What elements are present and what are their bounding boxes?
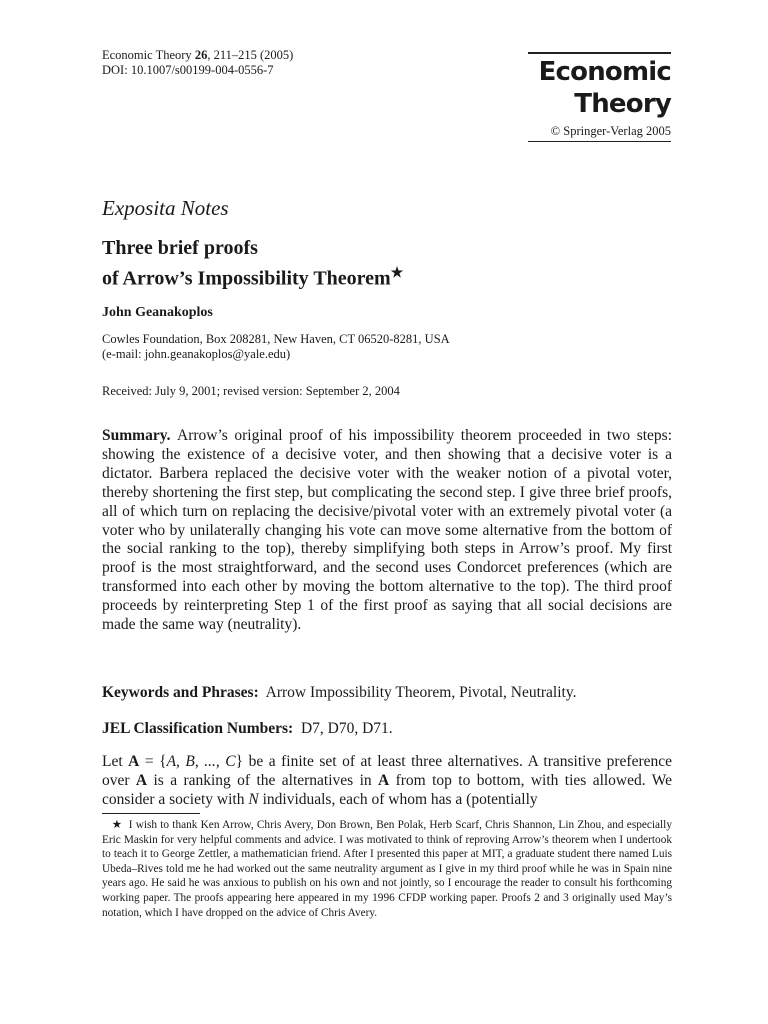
footnote-rule bbox=[102, 813, 200, 814]
keywords bbox=[102, 684, 576, 702]
keywords-label: Keywords and Phrases: bbox=[102, 684, 259, 701]
volume-number: 26 bbox=[194, 48, 208, 62]
title-line2: of Arrow’s Impossibility Theorem★ bbox=[102, 266, 404, 290]
citation-header bbox=[102, 48, 293, 78]
jel-label: JEL Classification Numbers: bbox=[102, 720, 294, 737]
journal-name-line1: Economic bbox=[538, 57, 671, 87]
journal-citation: Economic Theory 26, 211–215 (2005) bbox=[102, 48, 294, 62]
keywords-text: Arrow Impossibility Theorem, Pivotal, Neutrality. bbox=[265, 684, 577, 701]
paper-title bbox=[102, 236, 403, 292]
address: Cowles Foundation, Box 208281, New Haven, CT 06520-8281, USA bbox=[102, 332, 450, 346]
jel-codes bbox=[102, 720, 393, 738]
footnote-star-icon: ★ bbox=[390, 266, 404, 281]
body-paragraph: Let A = {A, B, ..., C} be a finite set of at least three alternatives. A transitive preference over A is a ranking of the alternatives in A from top to bottom, with ties allowed. We consider a society with N individuals, each of whom has a (potentially bbox=[102, 753, 672, 808]
jel-text: D7, D70, D71. bbox=[300, 720, 393, 737]
received-date: Received: July 9, 2001; revised version: September 2, 2004 bbox=[102, 384, 400, 398]
section-heading: Exposita Notes bbox=[102, 196, 229, 220]
summary bbox=[102, 427, 672, 635]
doi: DOI: 10.1007/s00199-004-0556-7 bbox=[102, 63, 274, 77]
logo-rule bbox=[528, 52, 671, 54]
affiliation bbox=[102, 332, 450, 362]
footnote-star-icon: ★ bbox=[111, 819, 123, 831]
summary-label: Summary. bbox=[102, 427, 171, 444]
copyright: © Springer-Verlag 2005 bbox=[550, 124, 671, 138]
author-name: John Geanakoplos bbox=[102, 305, 213, 320]
title-line1: Three brief proofs bbox=[102, 237, 258, 259]
logo-rule-bottom bbox=[528, 141, 671, 142]
footnote bbox=[102, 818, 672, 920]
journal-name-line2: Theory bbox=[574, 89, 671, 119]
summary-text: Arrow’s original proof of his impossibility theorem proceeded in two steps: showing the existence of a decisive voter, and then showing that a decisive voter is a dictator. Barbera replaced the decisive voter with the weaker notion of a pivotal voter, thereby shortening the first step, but complicating the second step. I give three brief proofs, all of which turn on replacing the decisive/pivotal voter with an extremely pivotal voter (a voter who by unilaterally changing his vote can move some alternative from the bottom of the social ranking to the top), thereby simplifying both steps in Arrow’s proof. My first proof is the most straightforward, and the second uses Condorcet preferences (which are transformed into each other by moving the bottom alternative to the top). The third proof proceeds by reinterpreting Step 1 of the first proof as saying that all social decisions are made the same way (neutrality). bbox=[102, 427, 673, 634]
email: (e-mail: john.geanakoplos@yale.edu) bbox=[102, 347, 291, 361]
journal-logo bbox=[528, 52, 671, 142]
footnote-text: I wish to thank Ken Arrow, Chris Avery, Don Brown, Ben Polak, Herb Scarf, Chris Shannon, Lin Zhou, and especially Eric Maskin for very helpful comments and advice. I was motivated to think of reproving Arrow’s theorem when I undertook to teach it to George Zettler, a mathematician friend. After I presented this paper at MIT, a graduate student there named Luis Ubeda–Rives told me he had worked out the same neutrality argument as I give in my third proof while he was in Spain nine years ago. He said he was anxious to publish on his own and not jointly, so I encourage the reader to consult his forthcoming working paper. The proofs appearing here appeared in my 1996 CFDP working paper. Proofs 2 and 3 originally used May’s notation, which I have dropped on the advice of Chris Avery. bbox=[102, 819, 672, 919]
